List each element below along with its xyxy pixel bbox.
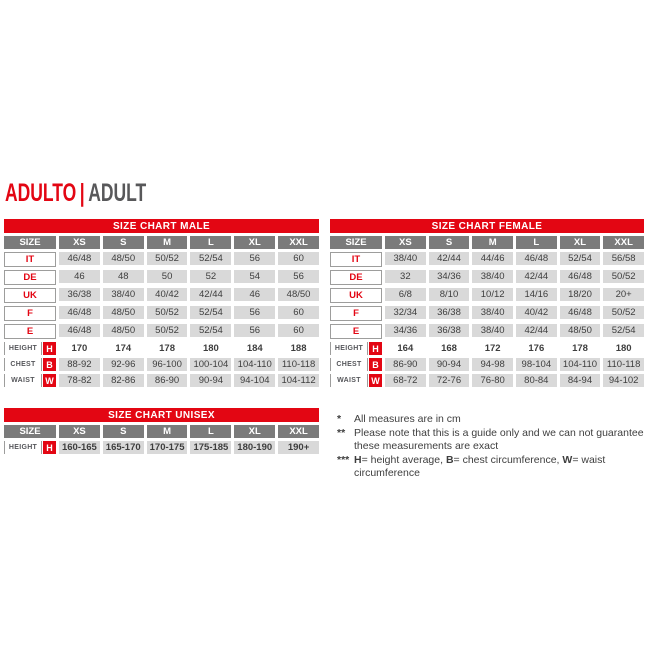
size-cell: 48/50 (103, 324, 144, 337)
measure-cell: 90-94 (429, 358, 470, 371)
measure-cell: 170 (59, 342, 100, 355)
size-cell: 38/40 (472, 270, 513, 283)
size-cell: 20+ (603, 288, 644, 301)
size-cell: 52/54 (560, 252, 601, 265)
measure-cell: 72-76 (429, 374, 470, 387)
row-label-uk: UK (4, 288, 56, 303)
measure-label-waist (330, 374, 382, 387)
size-cell: 48/50 (560, 324, 601, 337)
size-cell: 50/52 (147, 252, 188, 265)
measure-cell: 174 (103, 342, 144, 355)
col-header-m: M (147, 425, 188, 438)
row-label-e: E (330, 324, 382, 339)
size-cell: 46/48 (560, 270, 601, 283)
measure-label-height (4, 342, 56, 355)
footnote-legend (337, 454, 645, 481)
size-cell: 56 (234, 252, 275, 265)
row-label-de: DE (330, 270, 382, 285)
measure-cell: 94-102 (603, 374, 644, 387)
size-cell: 52 (190, 270, 231, 283)
size-cell: 46/48 (59, 324, 100, 337)
size-table-female (330, 236, 644, 387)
measure-label-chest (4, 358, 56, 371)
size-cell: 38/40 (472, 324, 513, 337)
page-title-separator: | (79, 179, 85, 207)
chart-title-unisex: SIZE CHART UNISEX (4, 408, 319, 422)
size-cell: 38/40 (472, 306, 513, 319)
measure-label-waist (4, 374, 56, 387)
size-cell: 50/52 (603, 270, 644, 283)
measure-cell: 78-82 (59, 374, 100, 387)
footnote-guide-only (337, 427, 645, 454)
measure-cell: 110-118 (603, 358, 644, 371)
measure-label-height (4, 441, 56, 454)
col-header-xs: XS (59, 236, 100, 249)
col-header-size: SIZE (4, 425, 56, 438)
size-cell: 42/44 (190, 288, 231, 301)
size-cell: 56/58 (603, 252, 644, 265)
measure-cell: 110-118 (278, 358, 319, 371)
size-cell: 46/48 (516, 252, 557, 265)
row-label-f: F (330, 306, 382, 321)
col-header-m: M (147, 236, 188, 249)
size-cell: 44/46 (472, 252, 513, 265)
size-cell: 34/36 (429, 270, 470, 283)
measure-cell: 76-80 (472, 374, 513, 387)
size-cell: 56 (234, 306, 275, 319)
size-cell: 38/40 (103, 288, 144, 301)
page-title-secondary: ADULT (88, 179, 147, 207)
size-cell: 48/50 (103, 306, 144, 319)
measure-cell: 90-94 (190, 374, 231, 387)
size-cell: 36/38 (59, 288, 100, 301)
size-cell: 52/54 (190, 252, 231, 265)
size-cell: 42/44 (516, 270, 557, 283)
measure-name-waist: WAIST (330, 374, 368, 387)
measure-cell: 165-170 (103, 441, 144, 454)
col-header-l: L (190, 236, 231, 249)
col-header-xl: XL (234, 425, 275, 438)
measure-cell: 94-104 (234, 374, 275, 387)
footnote-text: All measures are in cm (354, 413, 461, 425)
measure-label-chest (330, 358, 382, 371)
height-badge: H (369, 342, 382, 355)
size-cell: 56 (278, 270, 319, 283)
measure-cell: 188 (278, 342, 319, 355)
footnote-marker: *** (337, 453, 350, 466)
measure-cell: 178 (560, 342, 601, 355)
size-chart-female (330, 219, 644, 387)
size-cell: 46/48 (59, 306, 100, 319)
measure-name-height: HEIGHT (330, 342, 368, 355)
col-header-size: SIZE (4, 236, 56, 249)
footnotes (337, 413, 645, 481)
measure-name-height: HEIGHT (4, 342, 42, 355)
col-header-xxl: XXL (278, 236, 319, 249)
row-label-it: IT (330, 252, 382, 267)
measure-cell: 180 (190, 342, 231, 355)
size-cell: 40/42 (147, 288, 188, 301)
measure-name-height: HEIGHT (4, 441, 42, 454)
waist-badge: W (369, 374, 382, 387)
measure-name-chest: CHEST (4, 358, 42, 371)
measure-cell: 190+ (278, 441, 319, 454)
measure-cell: 96-100 (147, 358, 188, 371)
footnote-text: H= height average, B= chest circumference, W= waist circumference (354, 453, 606, 479)
col-header-xs: XS (385, 236, 426, 249)
measure-cell: 178 (147, 342, 188, 355)
measure-cell: 104-110 (234, 358, 275, 371)
col-header-xs: XS (59, 425, 100, 438)
size-cell: 46/48 (59, 252, 100, 265)
size-cell: 50/52 (147, 306, 188, 319)
size-cell: 56 (234, 324, 275, 337)
footnote-marker: * (337, 413, 342, 425)
measure-cell: 92-96 (103, 358, 144, 371)
col-header-s: S (429, 236, 470, 249)
size-cell: 18/20 (560, 288, 601, 301)
measure-cell: 104-110 (560, 358, 601, 371)
measure-cell: 170-175 (147, 441, 188, 454)
measure-cell: 168 (429, 342, 470, 355)
measure-cell: 160-165 (59, 441, 100, 454)
measure-cell: 82-86 (103, 374, 144, 387)
size-cell: 52/54 (603, 324, 644, 337)
row-label-e: E (4, 324, 56, 339)
height-badge: H (43, 441, 56, 454)
footnote-measures-cm (337, 413, 645, 427)
size-cell: 48/50 (278, 288, 319, 301)
row-label-uk: UK (330, 288, 382, 303)
size-cell: 48/50 (103, 252, 144, 265)
size-cell: 48 (103, 270, 144, 283)
size-cell: 50 (147, 270, 188, 283)
measure-cell: 104-112 (278, 374, 319, 387)
page-title-primary: ADULTO (5, 179, 77, 207)
measure-cell: 88-92 (59, 358, 100, 371)
measure-cell: 68-72 (385, 374, 426, 387)
measure-cell: 176 (516, 342, 557, 355)
size-cell: 34/36 (385, 324, 426, 337)
size-cell: 54 (234, 270, 275, 283)
measure-label-height (330, 342, 382, 355)
measure-cell: 184 (234, 342, 275, 355)
col-header-l: L (190, 425, 231, 438)
size-chart-unisex (4, 408, 319, 454)
size-table-unisex (4, 425, 319, 454)
chest-badge: B (369, 358, 382, 371)
size-cell: 60 (278, 306, 319, 319)
col-header-xxl: XXL (278, 425, 319, 438)
footnote-marker: ** (337, 426, 346, 439)
chart-title-female: SIZE CHART FEMALE (330, 219, 644, 233)
size-cell: 50/52 (147, 324, 188, 337)
size-cell: 14/16 (516, 288, 557, 301)
col-header-m: M (472, 236, 513, 249)
measure-cell: 180-190 (234, 441, 275, 454)
size-cell: 8/10 (429, 288, 470, 301)
col-header-xxl: XXL (603, 236, 644, 249)
size-cell: 60 (278, 324, 319, 337)
measure-name-chest: CHEST (330, 358, 368, 371)
size-cell: 38/40 (385, 252, 426, 265)
size-cell: 52/54 (190, 324, 231, 337)
size-table-male (4, 236, 319, 387)
size-cell: 42/44 (429, 252, 470, 265)
measure-cell: 164 (385, 342, 426, 355)
measure-cell: 86-90 (385, 358, 426, 371)
page-title (5, 181, 146, 206)
size-cell: 60 (278, 252, 319, 265)
col-header-l: L (516, 236, 557, 249)
size-cell: 32 (385, 270, 426, 283)
size-chart-male (4, 219, 319, 387)
size-cell: 42/44 (516, 324, 557, 337)
waist-badge: W (43, 374, 56, 387)
size-cell: 46/48 (560, 306, 601, 319)
measure-cell: 98-104 (516, 358, 557, 371)
measure-cell: 86-90 (147, 374, 188, 387)
size-cell: 46 (59, 270, 100, 283)
measure-cell: 175-185 (190, 441, 231, 454)
measure-cell: 84-94 (560, 374, 601, 387)
col-header-size: SIZE (330, 236, 382, 249)
chest-badge: B (43, 358, 56, 371)
size-cell: 32/34 (385, 306, 426, 319)
row-label-f: F (4, 306, 56, 321)
size-cell: 6/8 (385, 288, 426, 301)
row-label-de: DE (4, 270, 56, 285)
col-header-xl: XL (234, 236, 275, 249)
size-cell: 46 (234, 288, 275, 301)
col-header-s: S (103, 425, 144, 438)
measure-cell: 172 (472, 342, 513, 355)
size-cell: 36/38 (429, 306, 470, 319)
size-cell: 40/42 (516, 306, 557, 319)
footnote-text: Please note that this is a guide only and we can not guarantee these measurements are exact (354, 426, 644, 452)
size-cell: 36/38 (429, 324, 470, 337)
size-cell: 10/12 (472, 288, 513, 301)
chart-title-male: SIZE CHART MALE (4, 219, 319, 233)
col-header-s: S (103, 236, 144, 249)
size-cell: 50/52 (603, 306, 644, 319)
col-header-xl: XL (560, 236, 601, 249)
measure-cell: 100-104 (190, 358, 231, 371)
measure-cell: 80-84 (516, 374, 557, 387)
measure-name-waist: WAIST (4, 374, 42, 387)
height-badge: H (43, 342, 56, 355)
measure-cell: 94-98 (472, 358, 513, 371)
size-cell: 52/54 (190, 306, 231, 319)
measure-cell: 180 (603, 342, 644, 355)
row-label-it: IT (4, 252, 56, 267)
